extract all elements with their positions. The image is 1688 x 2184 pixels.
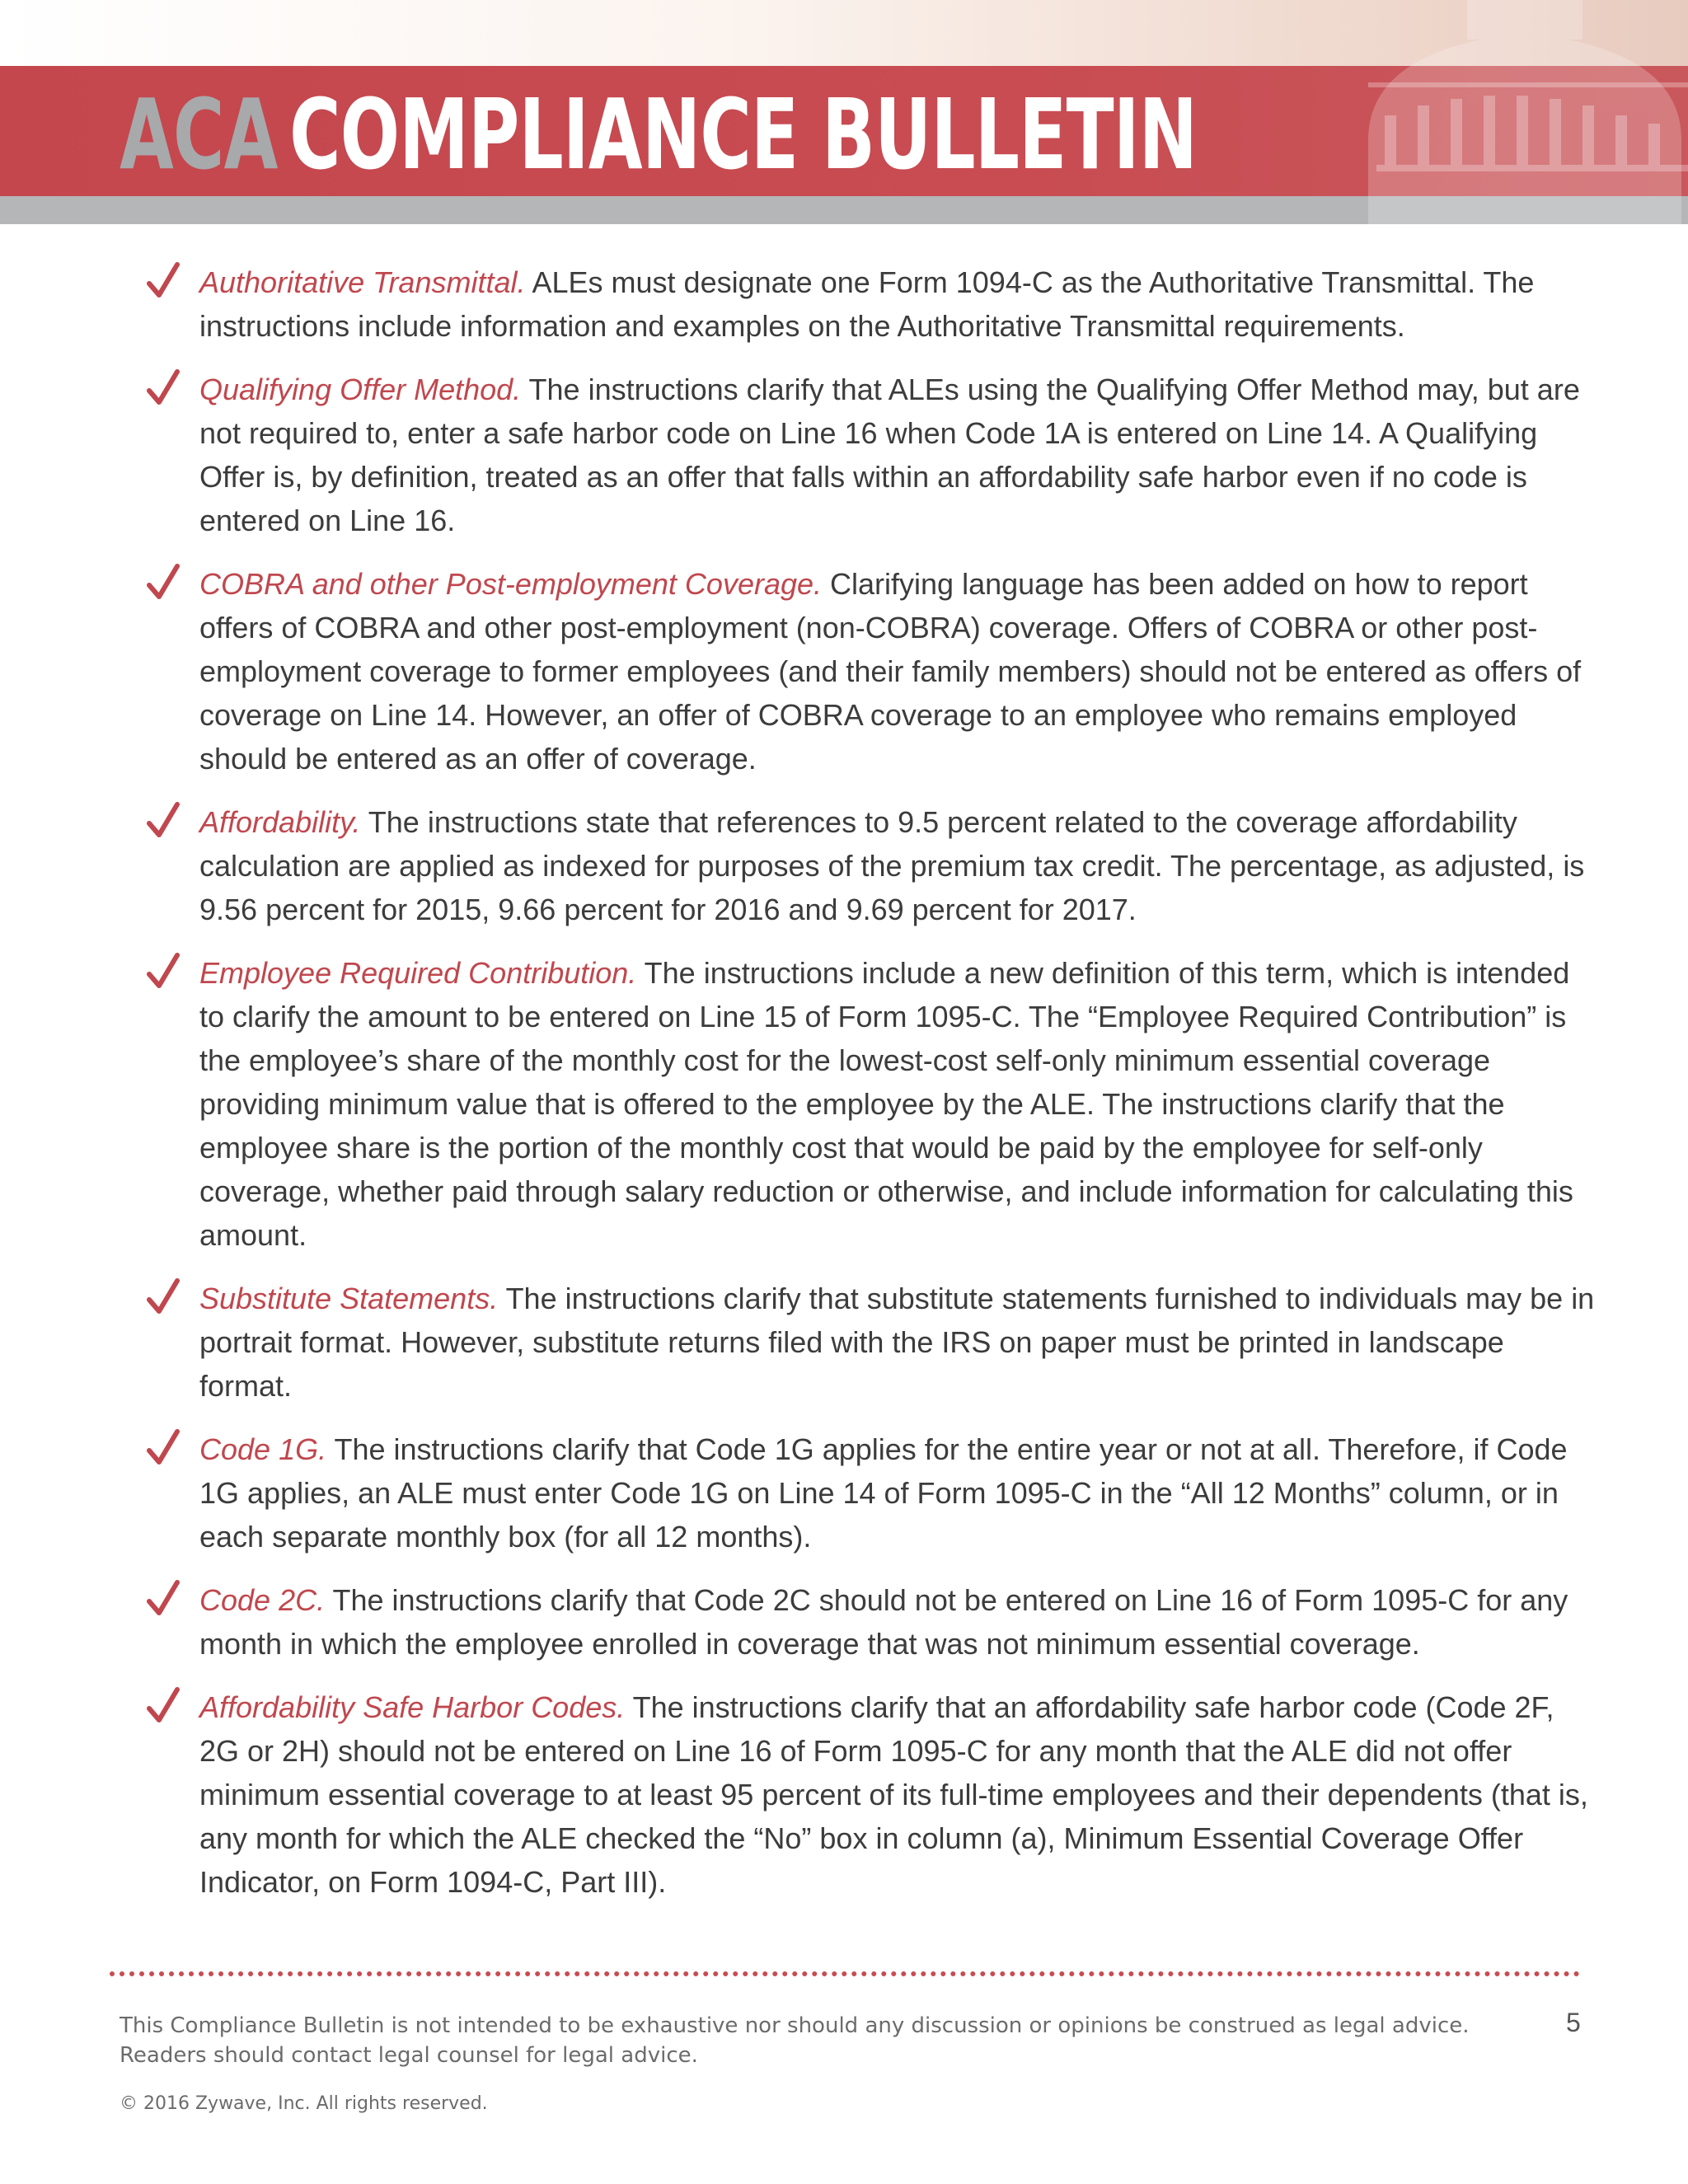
bulletin-body — [147, 260, 1597, 1924]
title-aca: ACA — [120, 77, 278, 191]
item-term: COBRA and other Post-employment Coverage. — [199, 567, 823, 601]
item-text: The instructions state that references to 9.5 percent related to the coverage affordability calculation are applied as indexed for purposes of the premium tax credit. The percentage, as adjusted, is 9.56 percent for 2015, 9.66 percent for 2016 and 9.69 percent for 2017. — [199, 805, 1585, 926]
page-number: 5 — [1566, 2008, 1581, 2037]
bulletin-title — [120, 77, 1198, 191]
item-term: Qualifying Offer Method. — [199, 373, 522, 406]
item-term: Substitute Statements. — [199, 1282, 499, 1315]
item-term: Affordability. — [199, 805, 361, 839]
bullet-item — [147, 368, 1597, 542]
item-text: The instructions clarify that substitute statements furnished to individuals may be in portrait format. However, substitute returns filed with the IRS on paper must be printed in landscape format. — [199, 1282, 1595, 1403]
bullet-item — [147, 1427, 1597, 1558]
item-text: Clarifying language has been added on how to report offers of COBRA and other post-employment (non-COBRA) coverage. Offers of COBRA or other post-employment coverage to former employees (and their family members) should not be entered as offers of coverage on Line 14. However, an offer of COBRA coverage to an employee who remains employed should be entered as an offer of coverage. — [199, 567, 1582, 776]
bullet-item — [147, 800, 1597, 931]
item-term: Code 2C. — [199, 1583, 326, 1617]
item-text: The instructions clarify that Code 1G applies for the entire year or not at all. Therefore, if Code 1G applies, an ALE must enter Code 1G on Line 14 of Form 1095-C in the “All 12 Months” column, or in each separate monthly box (for all 12 months). — [199, 1432, 1568, 1554]
checkmark-icon — [147, 1278, 180, 1316]
disclaimer-line-2: Readers should contact legal counsel for legal advice. — [120, 2043, 698, 2068]
checkmark-icon — [147, 1687, 180, 1725]
item-term: Employee Required Contribution. — [199, 956, 637, 990]
disclaimer-line-1: This Compliance Bulletin is not intended to be exhaustive nor should any discussion or opinions be construed as legal advice. — [120, 2013, 1470, 2038]
title-compliance-bulletin: COMPLIANCE BULLETIN — [289, 77, 1198, 191]
checkmark-icon — [147, 1580, 180, 1618]
bullet-item — [147, 1685, 1597, 1904]
bullet-item — [147, 1277, 1597, 1408]
footer-disclaimer — [120, 2011, 1537, 2070]
capitol-dome-graphic — [1319, 0, 1688, 224]
copyright-notice: © 2016 Zywave, Inc. All rights reserved. — [120, 2093, 488, 2114]
item-text: The instructions include a new definition of this term, which is intended to clarify the amount to be entered on Line 15 of Form 1095-C. The “Employee Required Contribution” is the employee’s share of the monthly cost for the lowest-cost self-only minimum essential coverage providing minimum value that is offered to the employee by the ALE. The instructions clarify that the employee share is the portion of the monthly cost that would be paid by the employee for self-only coverage, whether paid through salary reduction or otherwise, and include information for calculating this amount. — [199, 956, 1573, 1252]
item-term: Authoritative Transmittal. — [199, 265, 526, 299]
checkmark-icon — [147, 564, 180, 602]
checkmark-icon — [147, 262, 180, 300]
bullet-item — [147, 951, 1597, 1257]
item-text: ALEs must designate one Form 1094-C as the Authoritative Transmittal. The instructions include information and examples on the Authoritative Transmittal requirements. — [199, 265, 1535, 343]
checkmark-icon — [147, 802, 180, 840]
checkmark-icon — [147, 953, 180, 991]
checkmark-icon — [147, 1429, 180, 1467]
checkmark-icon — [147, 369, 180, 407]
bullet-item — [147, 1578, 1597, 1666]
item-text: The instructions clarify that ALEs using the Qualifying Offer Method may, but are not required to, enter a safe harbor code on Line 16 when Code 1A is entered on Line 14. A Qualifying Offer is, by definition, treated as an offer that falls within an affordability safe harbor even if no code is entered on Line 16. — [199, 373, 1580, 537]
bullet-item — [147, 562, 1597, 780]
item-term: Affordability Safe Harbor Codes. — [199, 1690, 626, 1724]
item-text: The instructions clarify that an affordability safe harbor code (Code 2F, 2G or 2H) should not be entered on Line 16 of Form 1095-C for any month that the ALE did not offer minimum essential coverage to at least 95 percent of its full-time employees and their dependents (that is, any month for which the ALE checked the “No” box in column (a), Minimum Essential Coverage Offer Indicator, on Form 1094-C, Part III). — [199, 1690, 1588, 1899]
item-term: Code 1G. — [199, 1432, 327, 1466]
bullet-item — [147, 260, 1597, 348]
footer-divider — [110, 1971, 1580, 1976]
item-text: The instructions clarify that Code 2C should not be entered on Line 16 of Form 1095-C for any month in which the employee enrolled in coverage that was not minimum essential coverage. — [199, 1583, 1568, 1661]
